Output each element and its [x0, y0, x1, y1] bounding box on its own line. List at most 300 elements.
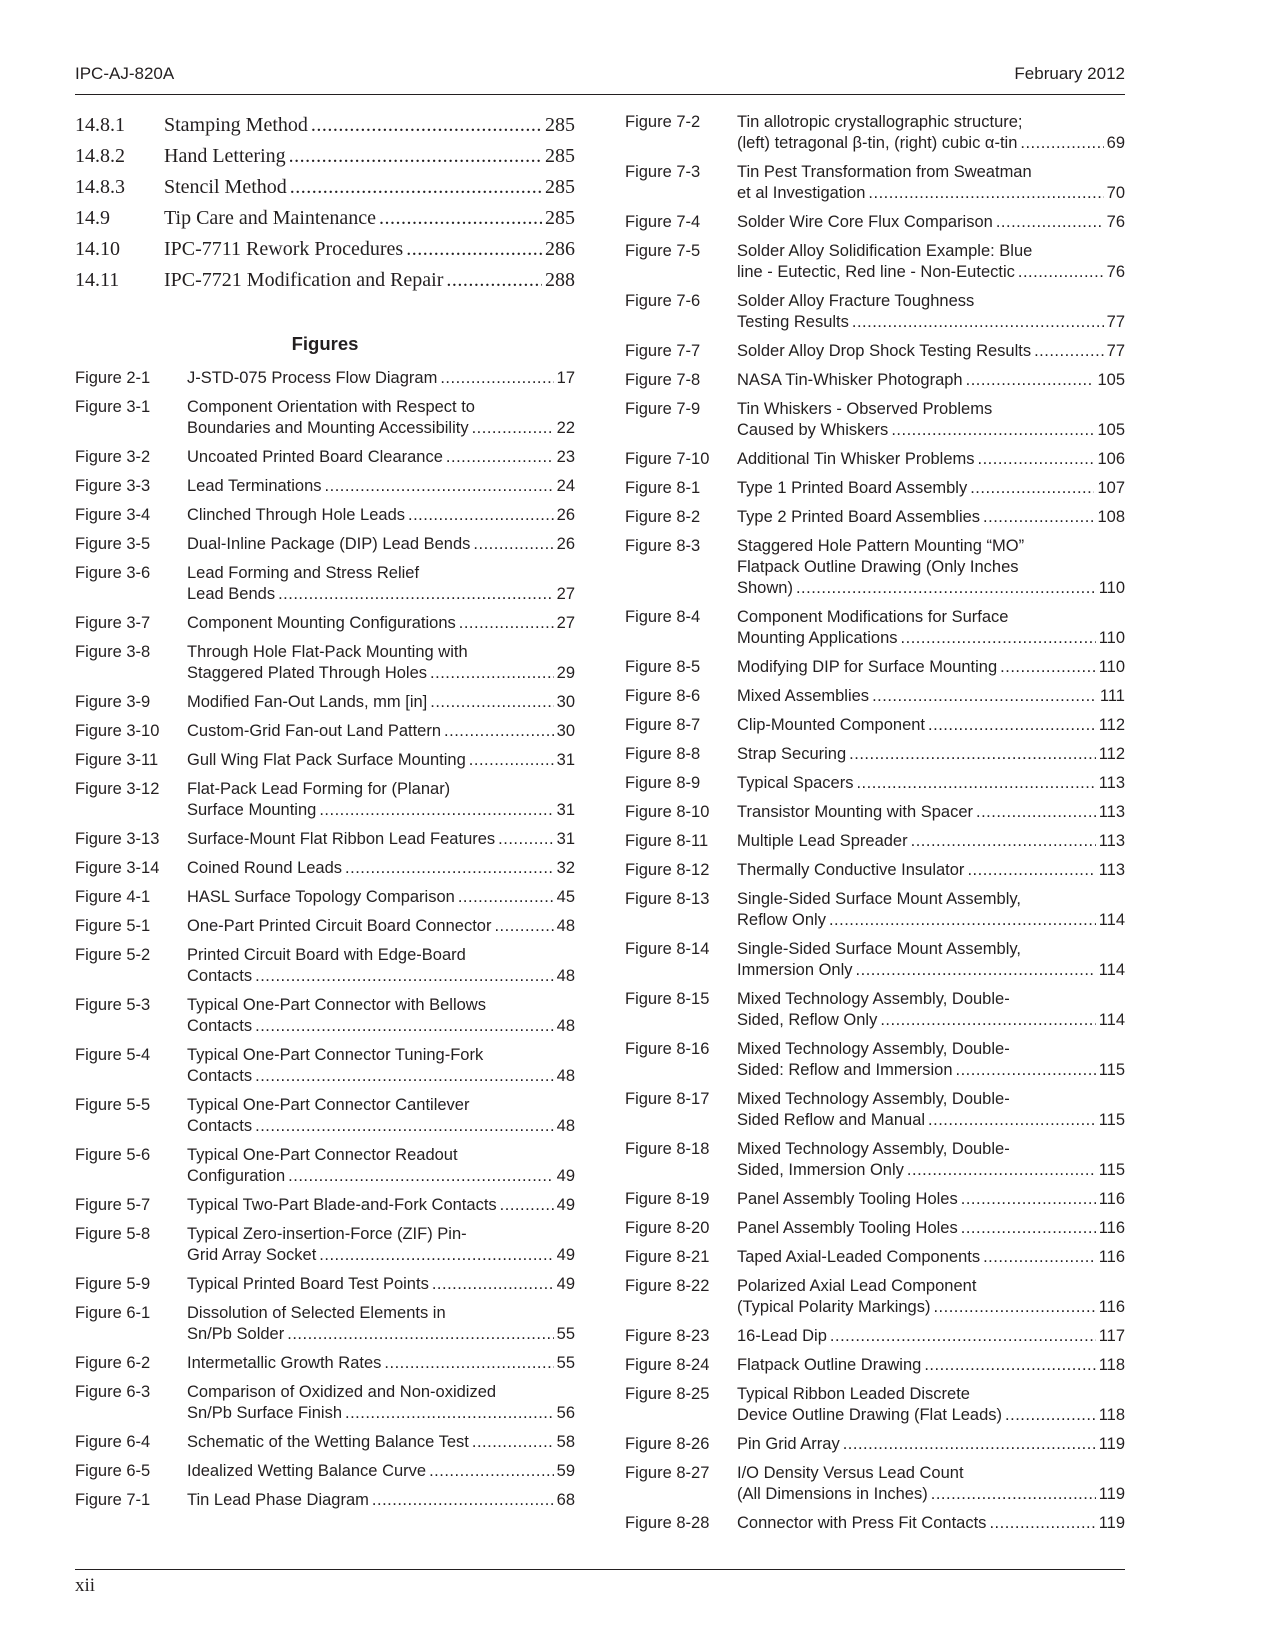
figure-label: Figure 3-2 — [75, 448, 151, 466]
toc-entry — [75, 143, 575, 174]
figure-title-last-line — [187, 829, 575, 850]
figure-page: 23 — [556, 448, 575, 466]
figure-entry — [75, 1224, 575, 1266]
figure-title-line: Mixed Assemblies — [737, 687, 870, 705]
figure-body — [737, 1218, 1125, 1239]
figure-label: Figure 8-16 — [625, 1040, 710, 1058]
figure-title-line: Strap Securing — [737, 745, 847, 763]
leader-dots — [996, 212, 1104, 233]
figure-label: Figure 3-5 — [75, 535, 151, 553]
figure-body — [187, 476, 575, 497]
figure-title-line: Contacts — [187, 1067, 253, 1085]
figure-entry — [75, 642, 575, 684]
figure-page: 26 — [556, 535, 575, 553]
leader-dots — [384, 1353, 553, 1374]
figure-page: 69 — [1106, 134, 1125, 152]
figure-label: Figure 7-1 — [75, 1491, 151, 1509]
figure-label: Figure 7-3 — [625, 163, 701, 181]
figure-label: Figure 8-11 — [625, 832, 709, 850]
figure-title-last-line — [737, 773, 1125, 794]
leader-dots — [956, 1060, 1096, 1081]
leader-dots — [872, 686, 1097, 707]
figure-body — [737, 241, 1125, 283]
figure-title-line: NASA Tin-Whisker Photograph — [737, 371, 963, 389]
figure-title-last-line — [187, 1461, 575, 1482]
figure-page: 116 — [1098, 1190, 1125, 1208]
figure-title-last-line — [737, 910, 1125, 931]
figure-title-last-line — [737, 860, 1125, 881]
figure-entry — [625, 1463, 1125, 1505]
figure-entry — [625, 744, 1125, 765]
figure-title-line: Typical Spacers — [737, 774, 854, 792]
toc-page: 285 — [545, 207, 575, 229]
toc-page: 285 — [545, 114, 575, 136]
figure-label: Figure 8-23 — [625, 1327, 710, 1345]
leader-dots — [1018, 262, 1104, 283]
figure-page: 116 — [1098, 1219, 1125, 1237]
figure-body — [187, 945, 575, 987]
figure-entry — [625, 291, 1125, 333]
figure-label: Figure 8-20 — [625, 1219, 710, 1237]
figure-title-last-line — [187, 887, 575, 908]
figure-body — [737, 802, 1125, 823]
figure-page: 26 — [556, 506, 575, 524]
figure-body — [737, 860, 1125, 881]
figure-title-line: Sided: Reflow and Immersion — [737, 1061, 953, 1079]
figure-title-line: Dual-Inline Package (DIP) Lead Bends — [187, 535, 471, 553]
figure-entry — [625, 860, 1125, 881]
figure-body — [737, 831, 1125, 852]
leader-dots — [928, 715, 1096, 736]
figure-body — [737, 1355, 1125, 1376]
figure-title-last-line — [187, 750, 575, 771]
leader-dots — [311, 112, 542, 138]
figure-title-last-line — [737, 1189, 1125, 1210]
figure-entry — [75, 1490, 575, 1511]
figure-title-line: Single-Sided Surface Mount Assembly, — [737, 940, 1022, 958]
figure-page: 31 — [556, 830, 575, 848]
figure-title-line: 16-Lead Dip — [737, 1327, 827, 1345]
figure-entry — [75, 505, 575, 526]
figure-entry — [625, 686, 1125, 707]
figure-title-line: Solder Alloy Drop Shock Testing Results — [737, 342, 1032, 360]
figure-page: 107 — [1097, 479, 1125, 497]
figure-title-line: Mixed Technology Assembly, Double- — [737, 1090, 1010, 1108]
leader-dots — [961, 1189, 1096, 1210]
leader-dots — [379, 205, 542, 231]
leader-dots — [372, 1490, 554, 1511]
figure-label: Figure 3-13 — [75, 830, 160, 848]
figure-entry — [75, 1382, 575, 1424]
figure-page: 108 — [1097, 508, 1125, 526]
figure-title-line: Component Orientation with Respect to — [187, 398, 475, 416]
figure-entry — [625, 802, 1125, 823]
figure-label: Figure 8-3 — [625, 537, 701, 555]
figure-entry — [625, 1139, 1125, 1181]
figure-title-last-line — [737, 1060, 1125, 1081]
figure-title-line: Uncoated Printed Board Clearance — [187, 448, 443, 466]
figure-entry — [625, 1384, 1125, 1426]
figure-page: 110 — [1098, 658, 1125, 676]
figure-entry — [625, 399, 1125, 441]
figure-title-last-line — [737, 133, 1125, 154]
figure-entry — [75, 721, 575, 742]
toc-page: 285 — [545, 176, 575, 198]
figure-body — [737, 686, 1125, 707]
figure-title-line: Sn/Pb Solder — [187, 1325, 285, 1343]
figure-page: 77 — [1106, 313, 1125, 331]
leader-dots — [458, 887, 554, 908]
figure-body — [737, 478, 1125, 499]
figure-title-last-line — [187, 1432, 575, 1453]
leader-dots — [1000, 657, 1096, 678]
figure-title-last-line — [737, 312, 1125, 333]
leader-dots — [429, 1461, 554, 1482]
figure-body — [187, 829, 575, 850]
figure-body — [737, 536, 1125, 599]
figure-title-line: Device Outline Drawing (Flat Leads) — [737, 1406, 1003, 1424]
figure-page: 117 — [1098, 1327, 1125, 1345]
figure-body — [187, 1095, 575, 1137]
leader-dots — [931, 1484, 1096, 1505]
figure-title-line: Staggered Hole Pattern Mounting “MO” — [737, 537, 1025, 555]
figure-page: 111 — [1099, 687, 1125, 705]
figure-body — [737, 1089, 1125, 1131]
figure-title-line: Typical One-Part Connector with Bellows — [187, 996, 486, 1014]
figure-entry — [625, 889, 1125, 931]
figure-entry — [75, 1145, 575, 1187]
figure-label: Figure 8-5 — [625, 658, 701, 676]
figure-page: 49 — [556, 1196, 575, 1214]
leader-dots — [989, 1513, 1095, 1534]
figure-title-last-line — [737, 686, 1125, 707]
figure-label: Figure 8-15 — [625, 990, 710, 1008]
figure-label: Figure 8-13 — [625, 890, 710, 908]
leader-dots — [1005, 1405, 1096, 1426]
leader-dots — [287, 1324, 553, 1345]
figure-title-last-line — [187, 534, 575, 555]
figure-title-last-line — [187, 800, 575, 821]
toc-title: IPC-7721 Modification and Repair — [164, 269, 444, 291]
figure-entry — [625, 1513, 1125, 1534]
toc-entry — [75, 267, 575, 298]
figure-title-line: Panel Assembly Tooling Holes — [737, 1219, 958, 1237]
figure-entry — [75, 750, 575, 771]
figure-label: Figure 8-14 — [625, 940, 710, 958]
leader-dots — [255, 1116, 554, 1137]
leader-dots — [967, 860, 1095, 881]
figure-title-last-line — [187, 584, 575, 605]
toc-number: 14.8.3 — [75, 176, 125, 198]
figure-label: Figure 3-9 — [75, 693, 151, 711]
leader-dots — [796, 578, 1096, 599]
figure-body — [737, 162, 1125, 204]
figure-entry — [625, 1039, 1125, 1081]
figure-title-line: (All Dimensions in Inches) — [737, 1485, 928, 1503]
figure-body — [737, 370, 1125, 391]
figure-page: 118 — [1098, 1356, 1125, 1374]
figure-title-last-line — [737, 449, 1125, 470]
figure-entry — [75, 916, 575, 937]
figure-title-last-line — [737, 370, 1125, 391]
figure-label: Figure 8-1 — [625, 479, 701, 497]
figure-title-last-line — [737, 507, 1125, 528]
figure-page: 116 — [1098, 1298, 1125, 1316]
figure-label: Figure 6-4 — [75, 1433, 151, 1451]
toc-title: IPC-7711 Rework Procedures — [164, 238, 404, 260]
figure-title-last-line — [187, 418, 575, 439]
figure-body — [737, 715, 1125, 736]
figure-title-last-line — [187, 447, 575, 468]
figure-title-line: (Typical Polarity Markings) — [737, 1298, 931, 1316]
figure-label: Figure 5-4 — [75, 1046, 151, 1064]
figure-body — [187, 721, 575, 742]
leader-dots — [1020, 133, 1103, 154]
figure-page: 17 — [556, 369, 575, 387]
figure-label: Figure 6-1 — [75, 1304, 151, 1322]
left-column — [75, 112, 575, 1519]
leader-dots — [852, 312, 1104, 333]
leader-dots — [830, 1326, 1096, 1347]
figure-title-line: Boundaries and Mounting Accessibility — [187, 419, 469, 437]
figure-label: Figure 3-8 — [75, 643, 151, 661]
figure-label: Figure 5-3 — [75, 996, 151, 1014]
leader-dots — [829, 910, 1096, 931]
figure-page: 114 — [1098, 961, 1125, 979]
figure-label: Figure 7-9 — [625, 400, 701, 418]
figure-body — [737, 112, 1125, 154]
figure-title-line: et al Investigation — [737, 184, 866, 202]
leader-dots — [978, 449, 1095, 470]
figure-page: 70 — [1106, 184, 1125, 202]
figure-title-line: Typical Zero-insertion-Force (ZIF) Pin- — [187, 1225, 467, 1243]
toc-entry — [75, 205, 575, 236]
figure-body — [737, 1326, 1125, 1347]
figure-body — [187, 534, 575, 555]
figure-body — [187, 1224, 575, 1266]
figure-title-last-line — [187, 368, 575, 389]
figure-page: 48 — [556, 967, 575, 985]
leader-dots — [907, 1160, 1096, 1181]
figure-title-line: Mounting Applications — [737, 629, 898, 647]
figure-page: 76 — [1106, 213, 1125, 231]
figure-title-line: Component Mounting Configurations — [187, 614, 456, 632]
figure-title-line: Contacts — [187, 1117, 253, 1135]
figure-entry — [75, 1303, 575, 1345]
toc-title: Stamping Method — [164, 114, 308, 136]
figure-page: 115 — [1098, 1111, 1125, 1129]
toc-number: 14.10 — [75, 238, 120, 260]
figure-label: Figure 3-11 — [75, 751, 159, 769]
leader-dots — [446, 267, 542, 293]
figure-body — [187, 916, 575, 937]
figure-body — [187, 1195, 575, 1216]
figure-body — [737, 212, 1125, 233]
leader-dots — [494, 916, 553, 937]
figure-label: Figure 8-2 — [625, 508, 701, 526]
figure-entry — [625, 212, 1125, 233]
figure-body — [187, 368, 575, 389]
toc-text — [164, 112, 575, 138]
figure-body — [737, 291, 1125, 333]
figure-label: Figure 8-10 — [625, 803, 710, 821]
figure-title-line: Coined Round Leads — [187, 859, 343, 877]
figure-title-last-line — [187, 1116, 575, 1137]
figure-title-line: Grid Array Socket — [187, 1246, 317, 1264]
figure-entry — [75, 1432, 575, 1453]
leader-dots — [933, 1297, 1095, 1318]
figure-page: 58 — [556, 1433, 575, 1451]
figure-title-last-line — [187, 1274, 575, 1295]
figure-body — [187, 858, 575, 879]
right-column — [625, 112, 1125, 1542]
toc-entry — [75, 112, 575, 143]
figure-label: Figure 3-1 — [75, 398, 151, 416]
figure-body — [737, 341, 1125, 362]
figure-body — [187, 447, 575, 468]
figure-entry — [625, 241, 1125, 283]
figure-entry — [75, 476, 575, 497]
figure-body — [187, 1145, 575, 1187]
figure-page: 114 — [1098, 911, 1125, 929]
figure-title-line: Sided, Reflow Only — [737, 1011, 878, 1029]
figure-label: Figure 6-2 — [75, 1354, 151, 1372]
figure-page: 106 — [1097, 450, 1125, 468]
toc-text — [164, 143, 575, 169]
figure-page: 115 — [1098, 1061, 1125, 1079]
figure-page: 31 — [556, 751, 575, 769]
leader-dots — [880, 1010, 1095, 1031]
figure-label: Figure 8-22 — [625, 1277, 710, 1295]
figure-label: Figure 4-1 — [75, 888, 151, 906]
figures-list-right — [625, 112, 1125, 1534]
figure-title-line: Mixed Technology Assembly, Double- — [737, 990, 1010, 1008]
figure-title-line: Printed Circuit Board with Edge-Board — [187, 946, 466, 964]
figure-label: Figure 7-4 — [625, 213, 701, 231]
figure-title-last-line — [737, 578, 1125, 599]
figure-page: 22 — [556, 419, 575, 437]
figure-body — [187, 995, 575, 1037]
figure-label: Figure 5-7 — [75, 1196, 151, 1214]
figure-entry — [75, 887, 575, 908]
toc-number: 14.8.2 — [75, 145, 125, 167]
figure-body — [737, 507, 1125, 528]
figure-title-line: Dissolution of Selected Elements in — [187, 1304, 446, 1322]
figure-label: Figure 8-4 — [625, 608, 701, 626]
figure-page: 105 — [1097, 371, 1125, 389]
figure-body — [187, 1045, 575, 1087]
figure-body — [737, 399, 1125, 441]
leader-dots — [319, 1245, 553, 1266]
leader-dots — [255, 1066, 554, 1087]
figure-title-line: Lead Bends — [187, 585, 276, 603]
figure-body — [187, 750, 575, 771]
figure-title-line: Lead Terminations — [187, 477, 322, 495]
toc-title: Hand Lettering — [164, 145, 286, 167]
figure-title-line: Thermally Conductive Insulator — [737, 861, 965, 879]
figure-label: Figure 8-27 — [625, 1464, 710, 1482]
figure-entry — [625, 989, 1125, 1031]
figure-body — [737, 607, 1125, 649]
figure-title-last-line — [737, 715, 1125, 736]
figure-title-line: Surface-Mount Flat Ribbon Lead Features — [187, 830, 496, 848]
figure-title-last-line — [187, 858, 575, 879]
figure-title-line: Configuration — [187, 1167, 286, 1185]
figure-label: Figure 8-7 — [625, 716, 701, 734]
figure-entry — [625, 1189, 1125, 1210]
figure-body — [187, 692, 575, 713]
figure-entry — [75, 368, 575, 389]
figure-page: 114 — [1098, 1011, 1125, 1029]
toc-text — [164, 236, 575, 262]
figure-title-line: Tin Pest Transformation from Sweatman — [737, 163, 1032, 181]
figure-title-last-line — [737, 1297, 1125, 1318]
figure-page: 48 — [556, 1017, 575, 1035]
figure-label: Figure 7-7 — [625, 342, 701, 360]
figure-body — [737, 1039, 1125, 1081]
figure-label: Figure 8-18 — [625, 1140, 710, 1158]
figure-entry — [625, 449, 1125, 470]
figure-label: Figure 5-1 — [75, 917, 151, 935]
figure-entry — [75, 945, 575, 987]
leader-dots — [446, 447, 554, 468]
leader-dots — [430, 663, 554, 684]
figure-title-line: Typical Two-Part Blade-and-Fork Contacts — [187, 1196, 497, 1214]
leader-dots — [432, 1274, 554, 1295]
figure-title-line: (left) tetragonal β-tin, (right) cubic α-tin — [737, 134, 1018, 152]
figure-page: 116 — [1098, 1248, 1125, 1266]
figure-body — [737, 449, 1125, 470]
figure-title-line: Immersion Only — [737, 961, 853, 979]
figure-page: 27 — [556, 585, 575, 603]
figure-title-last-line — [187, 663, 575, 684]
figure-title-line: Clinched Through Hole Leads — [187, 506, 406, 524]
figure-page: 113 — [1098, 861, 1125, 879]
figure-title-last-line — [737, 1218, 1125, 1239]
leader-dots — [469, 750, 554, 771]
figure-label: Figure 3-14 — [75, 859, 160, 877]
figure-entry — [625, 112, 1125, 154]
figure-label: Figure 3-12 — [75, 780, 160, 798]
leader-dots — [345, 1403, 554, 1424]
leader-dots — [924, 1355, 1095, 1376]
figure-page: 110 — [1098, 629, 1125, 647]
figure-page: 55 — [556, 1325, 575, 1343]
figure-page: 49 — [556, 1167, 575, 1185]
figure-label: Figure 3-7 — [75, 614, 151, 632]
figure-page: 113 — [1098, 832, 1125, 850]
figure-body — [737, 1189, 1125, 1210]
figure-title-line: Solder Alloy Fracture Toughness — [737, 292, 975, 310]
figure-entry — [625, 715, 1125, 736]
leader-dots — [289, 143, 542, 169]
leader-dots — [459, 613, 554, 634]
figure-body — [737, 1513, 1125, 1534]
figure-label: Figure 5-5 — [75, 1096, 151, 1114]
figure-title-line: Type 2 Printed Board Assemblies — [737, 508, 981, 526]
figure-entry — [625, 773, 1125, 794]
figure-label: Figure 6-5 — [75, 1462, 151, 1480]
leader-dots — [843, 1434, 1096, 1455]
figure-title-line: Sided, Immersion Only — [737, 1161, 904, 1179]
figure-label: Figure 3-4 — [75, 506, 151, 524]
figure-body — [737, 773, 1125, 794]
toc-page: 285 — [545, 145, 575, 167]
figure-title-line: Schematic of the Wetting Balance Test — [187, 1433, 469, 1451]
figure-title-line: One-Part Printed Circuit Board Connector — [187, 917, 492, 935]
figure-title-last-line — [737, 1160, 1125, 1181]
figure-title-line: Clip-Mounted Component — [737, 716, 926, 734]
